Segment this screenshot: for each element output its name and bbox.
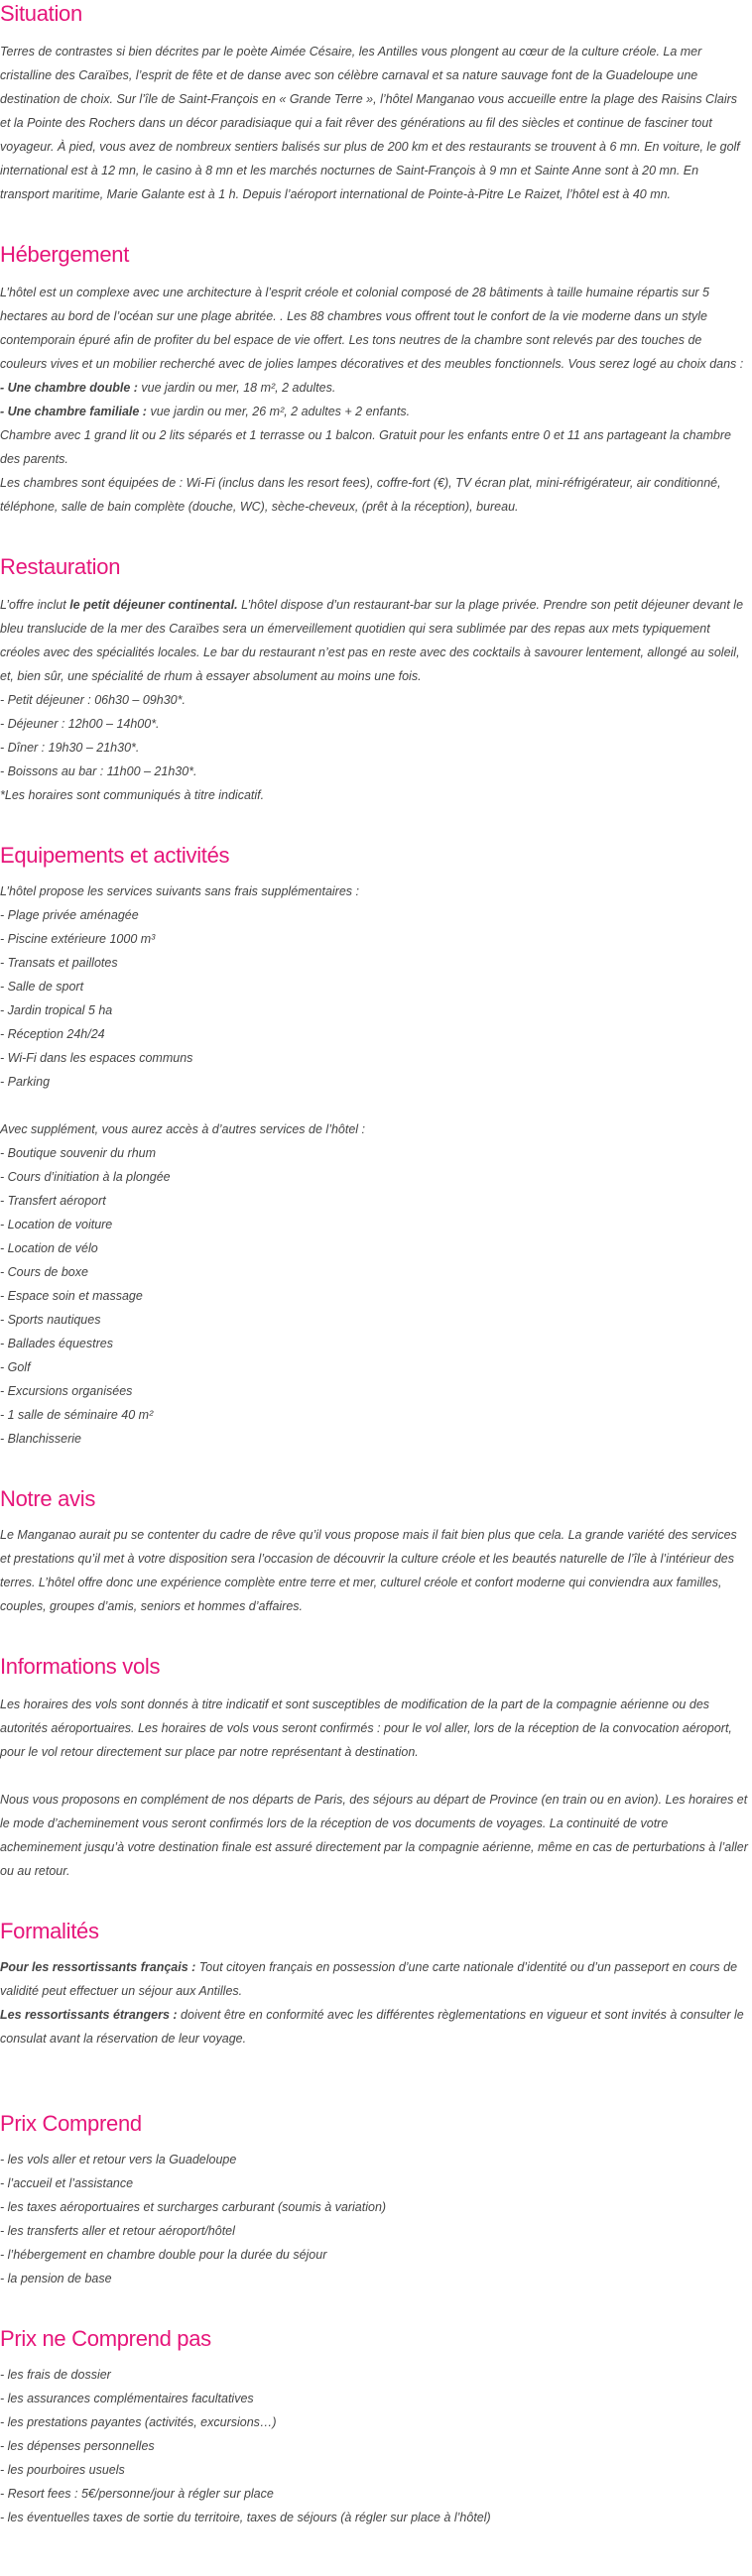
- list-item: - Sports nautiques: [0, 1313, 101, 1327]
- heading-prix-comprend: Prix Comprend: [0, 2111, 142, 2136]
- formalites-francais: [0, 1955, 750, 2003]
- list-item: - Location de voiture: [0, 1218, 113, 1231]
- list-item: - Petit déjeuner : 06h30 – 09h30*.: [0, 693, 186, 707]
- list-item: - Déjeuner : 12h00 – 14h00*.: [0, 717, 160, 731]
- equipements-paid-intro: Avec supplément, vous aurez accès à d’autres services de l’hôtel :: [0, 1122, 366, 1136]
- section-formalites: [0, 1918, 750, 2050]
- room-equipment: Les chambres sont équipées de : Wi-Fi (inclus dans les resort fees), coffre-fort (€), TV écran plat, mini-réfrigérateur, air conditionné, téléphone, salle de bain complète (douche, WC), sèche-cheveux, (prêt à la réception), bureau.: [0, 476, 721, 514]
- list-item: - la pension de base: [0, 2272, 112, 2285]
- room-double-label: - Une chambre double :: [0, 381, 138, 395]
- list-item: - Boutique souvenir du rhum: [0, 1146, 157, 1160]
- prix-ne-comprend-list: [0, 2363, 750, 2529]
- section-avis: [0, 1485, 750, 1618]
- restauration-hours: [0, 688, 750, 783]
- section-prix-comprend: [0, 2110, 750, 2290]
- equipements-free-list: [0, 903, 750, 1094]
- list-item: - Piscine extérieure 1000 m³: [0, 932, 156, 946]
- equipements-paid-list: [0, 1141, 750, 1451]
- list-item: - Salle de sport: [0, 980, 84, 994]
- formalites-etrangers-text: doivent être en conformité avec les différentes règlementations en vigueur et sont invités à consulter le consulat avant la réservation de leur voyage.: [0, 2008, 744, 2046]
- list-item: - l’hébergement en chambre double pour la durée du séjour: [0, 2248, 327, 2262]
- heading-formalites: Formalités: [0, 1919, 99, 1943]
- room-familiale: [0, 400, 750, 423]
- restauration-note: *Les horaires sont communiqués à titre indicatif.: [0, 788, 265, 802]
- room-familiale-label: - Une chambre familiale :: [0, 405, 147, 418]
- heading-situation: Situation: [0, 1, 82, 26]
- room-double-text: vue jardin ou mer, 18 m², 2 adultes.: [137, 381, 336, 395]
- spacer: [0, 1094, 750, 1117]
- heading-vols: Informations vols: [0, 1654, 161, 1679]
- list-item: - Jardin tropical 5 ha: [0, 1003, 113, 1017]
- list-item: - Parking: [0, 1075, 51, 1089]
- section-restauration: [0, 553, 750, 807]
- list-item: - les transferts aller et retour aéroport/hôtel: [0, 2224, 235, 2238]
- section-prix-ne-comprend: [0, 2325, 750, 2529]
- list-item: - 1 salle de séminaire 40 m²: [0, 1408, 154, 1422]
- list-item: - Espace soin et massage: [0, 1289, 143, 1303]
- restauration-intro-b: L’hôtel dispose d’un restaurant-bar sur la plage privée. Prendre son petit déjeuner devant le bleu translucide de la mer des Caraïbes sera un émerveillement quotidien qui sera sublimée par des repas aux mets typiquement créoles avec des spécialités locales. Le bar du restaurant n’est pas en reste avec des cocktails à savourer lentement, allongé au soleil, et, bien sûr, une spécialité de rhum à essayer absolument au moins une fois.: [0, 598, 744, 683]
- room-details: Chambre avec 1 grand lit ou 2 lits séparés et 1 terrasse ou 1 balcon. Gratuit pour les enfants entre 0 et 11 ans partageant la chambre des parents.: [0, 428, 731, 466]
- restauration-intro-bold: le petit déjeuner continental.: [69, 598, 238, 612]
- heading-prix-ne-comprend: Prix ne Comprend pas: [0, 2326, 211, 2351]
- situation-text: Terres de contrastes si bien décrites par le poète Aimée Césaire, les Antilles vous plongent au cœur de la culture créole. La mer cristalline des Caraïbes, l’esprit de fête et de danse avec son célèbre carnaval et sa nature sauvage font de la Guadeloupe une destination de choix. Sur l’île de Saint-François en « Grande Terre », l’hôtel Manganao vous accueille entre la plage des Raisins Clairs et la Pointe des Rochers dans un décor paradisiaque qui a fait rêver des générations au fil des siècles et continue de fasciner tout voyageur. À pied, vous avez de nombreux sentiers balisés sur plus de 200 km et des restaurants se trouvent à 6 mn. En voiture, le golf international est à 12 mn, le casino à 8 mn et les marchés nocturnes de Saint-François à 9 mn et Sainte Anne sont à 20 mn. En transport maritime, Marie Galante est à 1 h. Depuis l’aéroport international de Pointe-à-Pitre Le Raizet, l’hôtel est à 40 mn.: [0, 45, 740, 201]
- list-item: - Excursions organisées: [0, 1384, 133, 1398]
- avis-text: Le Manganao aurait pu se contenter du cadre de rêve qu’il vous propose mais il fait bien plus que cela. La grande variété des services et prestations qu’il met à votre disposition sera l’occasion de découvrir la culture créole et les beautés naturelle de l’île à l’intérieur des terres. L’hôtel offre donc une expérience complète entre terre et mer, culturel créole et confort moderne qui conviendra aux familles, couples, groupes d’amis, seniors et hommes d’affaires.: [0, 1528, 737, 1613]
- heading-avis: Notre avis: [0, 1486, 96, 1511]
- spacer: [0, 1764, 750, 1788]
- formalites-francais-text: Tout citoyen français en possession d’une carte nationale d’identité ou d’un passeport en cours de validité peut effectuer un séjour aux Antilles.: [0, 1960, 738, 1998]
- list-item: - Ballades équestres: [0, 1337, 113, 1350]
- list-item: - Transats et paillotes: [0, 956, 118, 970]
- list-item: - les vols aller et retour vers la Guadeloupe: [0, 2153, 237, 2166]
- list-item: - Wi-Fi dans les espaces communs: [0, 1051, 193, 1065]
- list-item: - les éventuelles taxes de sortie du territoire, taxes de séjours (à régler sur place à l’hôtel): [0, 2511, 491, 2524]
- vols-p2: Nous vous proposons en complément de nos départs de Paris, des séjours au départ de Province (en train ou en avion). Les horaires et le mode d’acheminement vous seront confirmés lors de la réception de vos documents de voyages. La continuité de votre acheminement jusqu’à votre destination finale est assuré directement par la compagnie aérienne, même en cas de perturbations à l’aller ou au retour.: [0, 1793, 748, 1878]
- list-item: - Dîner : 19h30 – 21h30*.: [0, 741, 140, 755]
- heading-hebergement: Hébergement: [0, 242, 129, 267]
- list-item: - Plage privée aménagée: [0, 908, 139, 922]
- restauration-intro: [0, 593, 750, 688]
- formalites-etrangers: [0, 2003, 750, 2050]
- list-item: - Blanchisserie: [0, 1432, 81, 1446]
- list-item: - les assurances complémentaires facultatives: [0, 2392, 254, 2405]
- section-situation: [0, 0, 750, 206]
- hebergement-intro: L’hôtel est un complexe avec une architecture à l’esprit créole et colonial composé de 28 bâtiments à taille humaine répartis sur 5 hectares au bord de l’océan sur une plage abritée. . Les 88 chambres vous offrent tout le confort de la vie moderne dans un style contemporain épuré afin de profiter du bel espace de vie offert. Les tons neutres de la chambre sont relevés par des touches de couleurs vives et un mobilier recherché avec de jolies lampes décoratives et des meubles fonctionnels. Vous serez logé au choix dans :: [0, 286, 744, 371]
- list-item: - les frais de dossier: [0, 2368, 111, 2382]
- section-equipements: [0, 842, 750, 1451]
- list-item: - Golf: [0, 1360, 31, 1374]
- formalites-etrangers-label: Les ressortissants étrangers :: [0, 2008, 178, 2022]
- vols-p1: Les horaires des vols sont donnés à titre indicatif et sont susceptibles de modification de la part de la compagnie aérienne ou des autorités aéroportuaires. Les horaires de vols vous seront confirmés : pour le vol aller, lors de la réception de la convocation aéroport, pour le vol retour directement sur place par notre représentant à destination.: [0, 1698, 732, 1759]
- list-item: - Transfert aéroport: [0, 1194, 106, 1208]
- list-item: - les dépenses personnelles: [0, 2439, 155, 2453]
- list-item: - Resort fees : 5€/personne/jour à régler sur place: [0, 2487, 274, 2501]
- list-item: - Réception 24h/24: [0, 1027, 105, 1041]
- formalites-francais-label: Pour les ressortissants français :: [0, 1960, 196, 1974]
- heading-restauration: Restauration: [0, 554, 121, 579]
- restauration-intro-a: L’offre inclut: [0, 598, 70, 612]
- list-item: - les taxes aéroportuaires et surcharges carburant (soumis à variation): [0, 2200, 387, 2214]
- list-item: - Cours de boxe: [0, 1265, 88, 1279]
- list-item: - Location de vélo: [0, 1241, 98, 1255]
- list-item: - l’accueil et l’assistance: [0, 2176, 134, 2190]
- heading-equipements: Equipements et activités: [0, 843, 230, 868]
- prix-comprend-list: [0, 2148, 750, 2290]
- equipements-free-intro: L’hôtel propose les services suivants sans frais supplémentaires :: [0, 884, 359, 898]
- list-item: - Boissons au bar : 11h00 – 21h30*.: [0, 764, 197, 778]
- list-item: - Cours d’initiation à la plongée: [0, 1170, 171, 1184]
- room-double: [0, 376, 750, 400]
- section-hebergement: [0, 241, 750, 519]
- room-familiale-text: vue jardin ou mer, 26 m², 2 adultes + 2 enfants.: [146, 405, 411, 418]
- section-vols: [0, 1653, 750, 1883]
- list-item: - les prestations payantes (activités, excursions…): [0, 2415, 277, 2429]
- list-item: - les pourboires usuels: [0, 2463, 125, 2477]
